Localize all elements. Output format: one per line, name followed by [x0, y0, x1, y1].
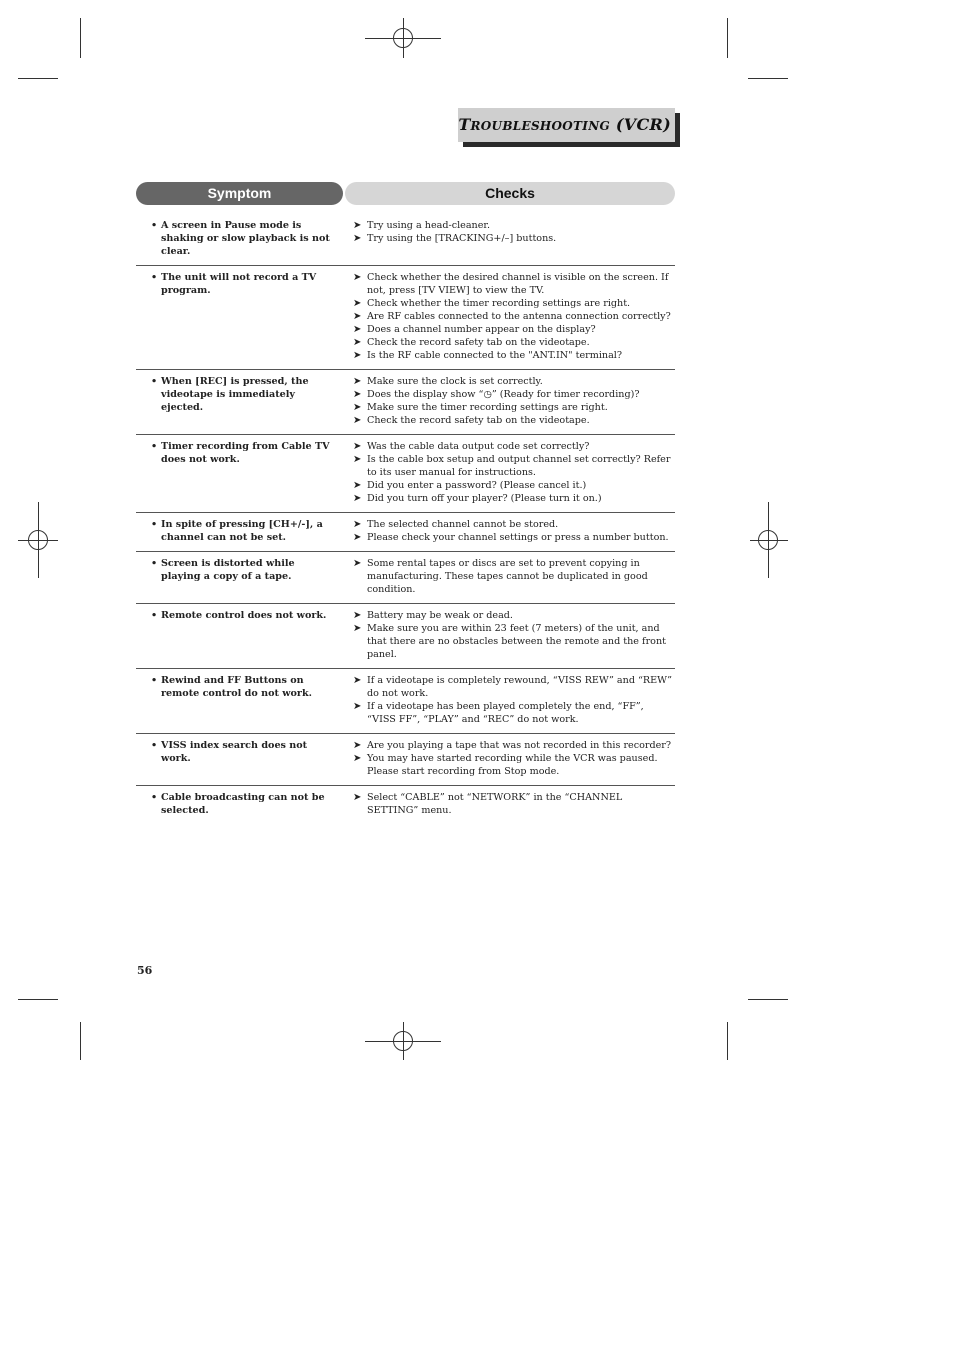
check-text: Make sure you are within 23 feet (7 meters) of the unit, and that there are no obstacles between the remote and the front panel. [367, 623, 666, 660]
checks-cell [353, 739, 675, 778]
arrow-icon: ➤ [353, 623, 362, 634]
arrow-icon: ➤ [353, 350, 362, 361]
check-item [353, 297, 675, 310]
check-item [353, 531, 675, 544]
check-item [353, 336, 675, 349]
check-text: Make sure the timer recording settings are right. [367, 402, 608, 413]
symptom-cell [136, 739, 353, 778]
check-item [353, 609, 675, 622]
check-item [353, 752, 675, 778]
check-text: Try using the [TRACKING+/–] buttons. [367, 233, 557, 244]
check-text: The selected channel cannot be stored. [367, 519, 559, 530]
table-row [136, 552, 675, 604]
arrow-icon: ➤ [353, 610, 362, 621]
bullet-icon: • [151, 441, 158, 452]
symptom-text: Rewind and FF Buttons on remote control do not work. [161, 675, 312, 699]
check-item [353, 375, 675, 388]
symptom-text: Screen is distorted while playing a copy of a tape. [161, 558, 295, 582]
bullet-icon: • [151, 610, 158, 621]
check-item [353, 271, 675, 297]
bullet-icon: • [151, 272, 158, 283]
check-text: Is the RF cable connected to the "ANT.IN" terminal? [367, 350, 623, 361]
table-row [136, 669, 675, 734]
bullet-icon: • [151, 519, 158, 530]
symptom-cell [136, 271, 353, 362]
symptom-text: When [REC] is pressed, the videotape is immediately ejected. [161, 376, 309, 413]
arrow-icon: ➤ [353, 376, 362, 387]
check-text: Check whether the desired channel is visible on the screen. If not, press [TV VIEW] to view the TV. [367, 272, 669, 296]
check-text: Battery may be weak or dead. [367, 610, 513, 621]
arrow-icon: ➤ [353, 519, 362, 530]
bullet-icon: • [151, 740, 158, 751]
symptom-text: A screen in Pause mode is shaking or slow playback is not clear. [161, 220, 330, 257]
check-item [353, 492, 675, 505]
symptom-cell [136, 609, 353, 661]
arrow-icon: ➤ [353, 415, 362, 426]
arrow-icon: ➤ [353, 454, 362, 465]
arrow-icon: ➤ [353, 480, 362, 491]
check-item [353, 518, 675, 531]
arrow-icon: ➤ [353, 441, 362, 452]
check-text: Check whether the timer recording settings are right. [367, 298, 631, 309]
arrow-icon: ➤ [353, 389, 362, 400]
check-text: If a videotape has been played completely the end, “FF”, “VISS FF”, “PLAY” and “REC” do not work. [367, 701, 644, 725]
symptom-cell [136, 791, 353, 817]
symptom-text: Remote control does not work. [161, 610, 327, 621]
table-row [136, 604, 675, 669]
checks-cell [353, 557, 675, 596]
bullet-icon: • [151, 558, 158, 569]
symptom-text: Timer recording from Cable TV does not work. [161, 441, 330, 465]
check-item [353, 674, 675, 700]
check-text: Did you turn off your player? (Please turn it on.) [367, 493, 602, 504]
arrow-icon: ➤ [353, 493, 362, 504]
arrow-icon: ➤ [353, 558, 362, 569]
check-item [353, 557, 675, 596]
checks-cell [353, 440, 675, 505]
arrow-icon: ➤ [353, 233, 362, 244]
checks-cell [353, 609, 675, 661]
check-text: Was the cable data output code set correctly? [367, 441, 590, 452]
arrow-icon: ➤ [353, 753, 362, 764]
arrow-icon: ➤ [353, 220, 362, 231]
symptom-cell [136, 440, 353, 505]
arrow-icon: ➤ [353, 792, 362, 803]
symptom-text: Cable broadcasting can not be selected. [161, 792, 325, 816]
check-text: Does a channel number appear on the display? [367, 324, 596, 335]
page-number: 56 [137, 964, 153, 977]
check-text: Did you enter a password? (Please cancel it.) [367, 480, 587, 491]
checks-column-header: Checks [345, 182, 675, 205]
check-item [353, 232, 675, 245]
checks-cell [353, 375, 675, 427]
check-item [353, 453, 675, 479]
table-row [136, 370, 675, 435]
check-text: You may have started recording while the VCR was paused. Please start recording from Stop mode. [367, 753, 658, 777]
checks-cell [353, 271, 675, 362]
symptom-text: The unit will not record a TV program. [161, 272, 317, 296]
check-item [353, 349, 675, 362]
symptom-cell [136, 375, 353, 427]
arrow-icon: ➤ [353, 272, 362, 283]
check-text: Are you playing a tape that was not recorded in this recorder? [367, 740, 672, 751]
bullet-icon: • [151, 220, 158, 231]
bullet-icon: • [151, 792, 158, 803]
table-row [136, 786, 675, 824]
check-text: Make sure the clock is set correctly. [367, 376, 543, 387]
checks-cell [353, 219, 675, 258]
check-text: Are RF cables connected to the antenna connection correctly? [367, 311, 671, 322]
check-item [353, 791, 675, 817]
troubleshooting-table [136, 214, 675, 824]
check-item [353, 323, 675, 336]
check-text: If a videotape is completely rewound, “VISS REW” and “REW” do not work. [367, 675, 673, 699]
symptom-column-header: Symptom [136, 182, 343, 205]
checks-cell [353, 791, 675, 817]
table-row [136, 435, 675, 513]
symptom-text: In spite of pressing [CH+/-], a channel can not be set. [161, 519, 323, 543]
arrow-icon: ➤ [353, 298, 362, 309]
section-title-box [458, 108, 675, 142]
check-item [353, 479, 675, 492]
check-text: Check the record safety tab on the videotape. [367, 415, 590, 426]
bullet-icon: • [151, 675, 158, 686]
arrow-icon: ➤ [353, 701, 362, 712]
arrow-icon: ➤ [353, 532, 362, 543]
check-item [353, 388, 675, 401]
check-item [353, 310, 675, 323]
checks-cell [353, 674, 675, 726]
table-row [136, 513, 675, 552]
check-item [353, 219, 675, 232]
bullet-icon: • [151, 376, 158, 387]
symptom-text: VISS index search does not work. [161, 740, 308, 764]
check-text: Select “CABLE” not “NETWORK” in the “CHANNEL SETTING” menu. [367, 792, 623, 816]
arrow-icon: ➤ [353, 675, 362, 686]
arrow-icon: ➤ [353, 311, 362, 322]
check-item [353, 739, 675, 752]
check-text: Try using a head-cleaner. [367, 220, 490, 231]
check-item [353, 414, 675, 427]
check-text: Is the cable box setup and output channel set correctly? Refer to its user manual for instructions. [367, 454, 671, 478]
page-title: TROUBLESHOOTING (VCR) [458, 115, 671, 134]
arrow-icon: ➤ [353, 337, 362, 348]
symptom-cell [136, 674, 353, 726]
check-text: Please check your channel settings or press a number button. [367, 532, 669, 543]
check-text: Does the display show “◷” (Ready for timer recording)? [367, 389, 640, 400]
check-text: Check the record safety tab on the videotape. [367, 337, 590, 348]
check-text: Some rental tapes or discs are set to prevent copying in manufacturing. These tapes cannot be duplicated in good condition. [367, 558, 648, 595]
table-row [136, 214, 675, 266]
checks-cell [353, 518, 675, 544]
check-item [353, 440, 675, 453]
check-item [353, 622, 675, 661]
table-row [136, 734, 675, 786]
symptom-cell [136, 219, 353, 258]
check-item [353, 401, 675, 414]
table-row [136, 266, 675, 370]
arrow-icon: ➤ [353, 402, 362, 413]
symptom-cell [136, 518, 353, 544]
check-item [353, 700, 675, 726]
arrow-icon: ➤ [353, 324, 362, 335]
arrow-icon: ➤ [353, 740, 362, 751]
symptom-cell [136, 557, 353, 596]
